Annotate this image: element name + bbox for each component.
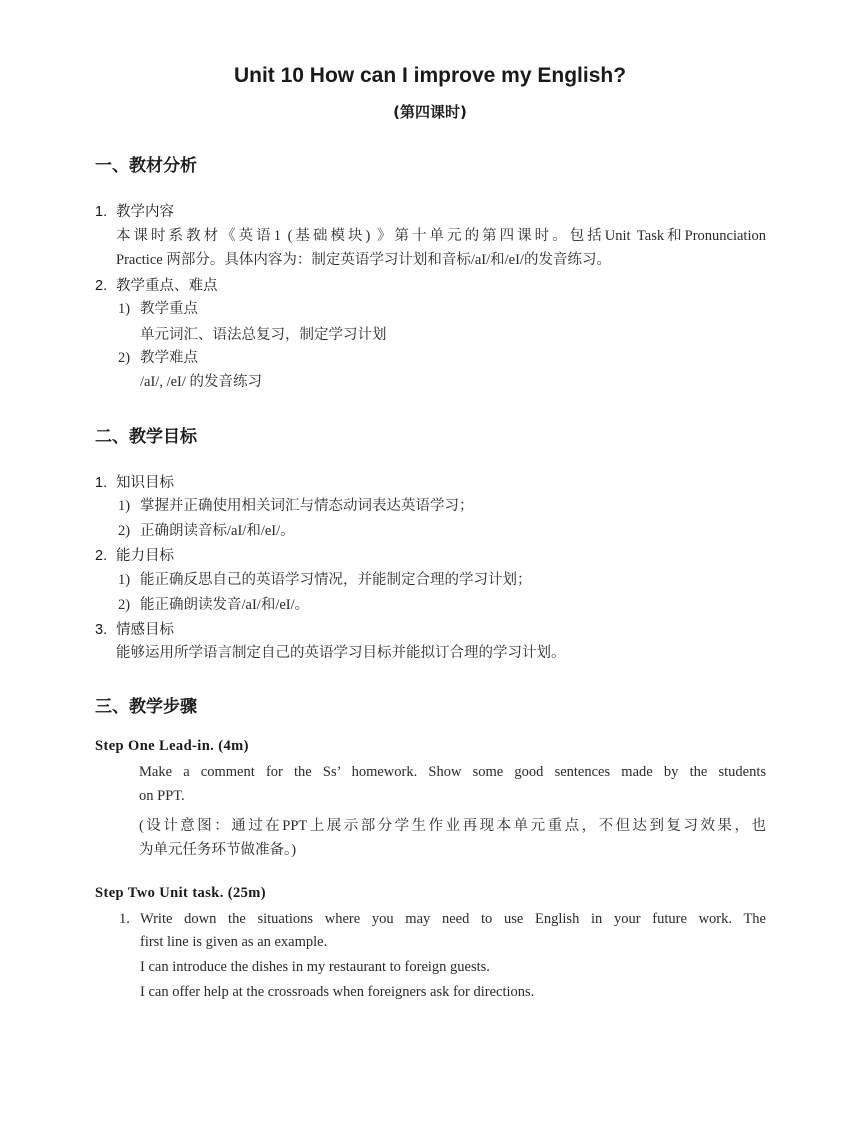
- section-heading-analysis: 一、教材分析: [95, 156, 197, 176]
- item-title: 教学内容: [116, 204, 174, 220]
- item-key-points: [95, 274, 218, 295]
- paragraph-line: first line is given as an example.: [140, 934, 328, 950]
- subitem-content: 掌握并正确使用相关词汇与情态动词表达英语学习；: [140, 498, 474, 514]
- item-emotional-goal: [95, 618, 174, 639]
- item-title: 情感目标: [116, 622, 174, 638]
- subitem-content: 能正确反思自己的英语学习情况，并能制定合理的学习计划；: [140, 572, 532, 588]
- example-sentence: I can introduce the dishes in my restaurant to foreign guests.: [140, 959, 490, 975]
- paragraph-line: 本课时系教材《英语1 (基础模块) 》第十单元的第四课时。包括Unit Task和Pronunciation: [116, 228, 766, 244]
- item-title: 能力目标: [116, 548, 174, 564]
- subitem-number: 2): [118, 523, 131, 539]
- example-sentence: I can offer help at the crossroads when foreigners ask for directions.: [140, 984, 535, 1000]
- paragraph-line: Practice 两部分。具体内容为：制定英语学习计划和音标/aI/和/eI/的发音练习。: [116, 252, 611, 268]
- subitem-number: 1): [118, 572, 131, 588]
- subitem-text: [118, 494, 474, 515]
- item-teaching-content: [95, 200, 174, 221]
- subitem-text: 单元词汇、语法总复习，制定学习计划: [140, 327, 387, 343]
- paragraph-line: Write down the situations where you may need to use English in your future work. The: [140, 911, 766, 927]
- item-title: 知识目标: [116, 475, 174, 491]
- section-heading-steps: 三、教学步骤: [95, 697, 197, 717]
- subitem-text: [118, 519, 295, 540]
- step-one-title: Step One Lead-in. (4m): [95, 738, 249, 754]
- subitem-text: [118, 593, 309, 614]
- paragraph-line: Make a comment for the Ss’ homework. Show some good sentences made by the students: [139, 764, 766, 780]
- design-note-line: (设计意图：通过在PPT上展示部分学生作业再现本单元重点，不但达到复习效果，也: [139, 818, 766, 834]
- subitem-number: 1): [118, 301, 131, 317]
- design-note-line: 为单元任务环节做准备。): [139, 842, 297, 858]
- item-number: 2.: [95, 278, 108, 294]
- list-number: 1.: [119, 911, 130, 927]
- item-number: 1.: [95, 204, 108, 220]
- item-number: 2.: [95, 548, 108, 564]
- document-title: Unit 10 How can I improve my English?: [233, 64, 627, 87]
- subitem-difficulty: [118, 346, 198, 367]
- paragraph-line: on PPT.: [139, 788, 185, 804]
- subitem-content: 正确朗读音标/aI/和/eI/。: [140, 523, 295, 539]
- paragraph-line: 能够运用所学语言制定自己的英语学习目标并能拟订合理的学习计划。: [116, 645, 566, 661]
- item-ability-goal: [95, 544, 174, 565]
- subitem-text: [118, 568, 532, 589]
- subitem-text: /aI/, /eI/ 的发音练习: [140, 374, 263, 390]
- item-number: 1.: [95, 475, 108, 491]
- subitem-number: 2): [118, 597, 131, 613]
- document-subtitle: (第四课时): [393, 103, 467, 121]
- subitem-title: 教学难点: [140, 350, 198, 366]
- subitem-content: 能正确朗读发音/aI/和/eI/。: [140, 597, 310, 613]
- subitem-title: 教学重点: [140, 301, 198, 317]
- subitem-number: 2): [118, 350, 131, 366]
- step-two-title: Step Two Unit task. (25m): [95, 885, 266, 901]
- subitem-key-point: [118, 297, 198, 318]
- subitem-number: 1): [118, 498, 131, 514]
- section-heading-objectives: 二、教学目标: [95, 427, 197, 447]
- item-title: 教学重点、难点: [116, 278, 218, 294]
- item-number: 3.: [95, 622, 108, 638]
- item-knowledge-goal: [95, 471, 174, 492]
